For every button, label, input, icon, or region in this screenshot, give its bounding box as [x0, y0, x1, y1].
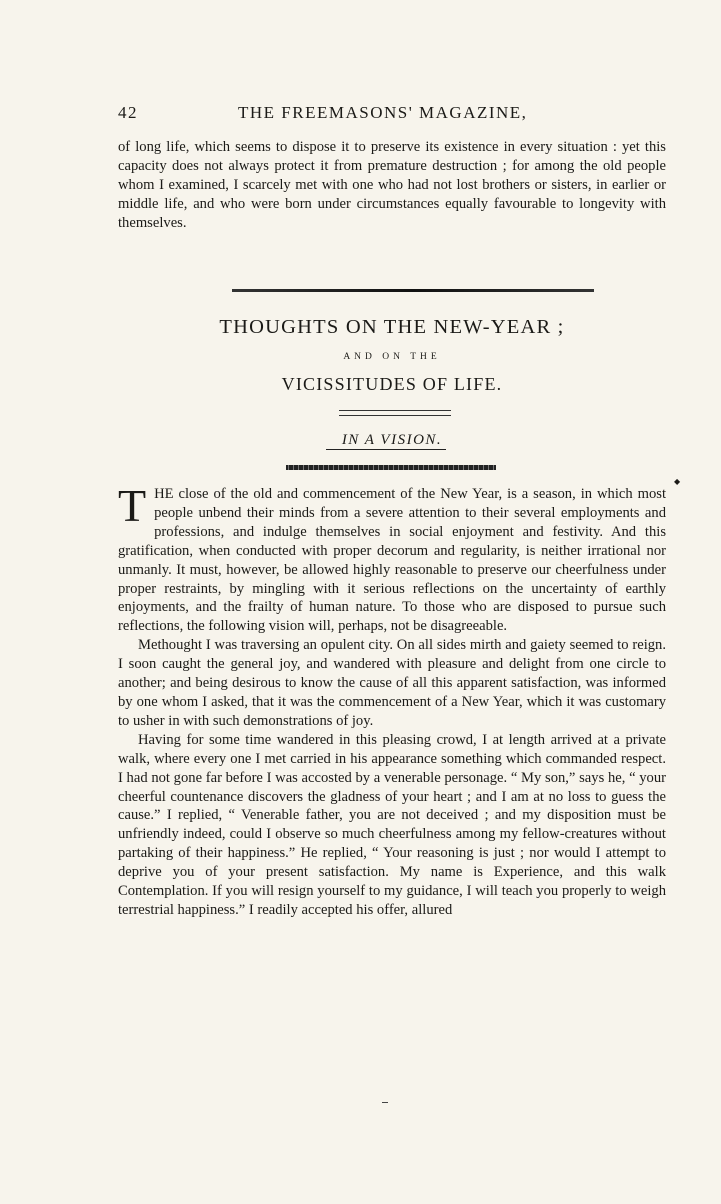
catchword-mark: [382, 1102, 388, 1103]
section-divider: [232, 289, 594, 292]
article-title: THOUGHTS ON THE NEW-YEAR ;: [219, 316, 565, 338]
vision-heading: IN A VISION.: [341, 432, 443, 448]
ornamental-rule: [286, 465, 496, 470]
continuation-text: of long life, which seems to dispose it to preserve its existence in every situation : yet this capacity does not always protect it from premature destruction ; for among the old people whom I examined, I scarcely met with one who had not lost brothers or sisters, in earlier or middle life, and who were born under circumstances equally favourable to longevity with themselves.: [118, 139, 666, 231]
article-paragraph-2: Methought I was traversing an opulent city. On all sides mirth and gaiety seemed to reign. I soon caught the general joy, and wandered with pleasure and delight from one circle to another; and being desirous to know the cause of all this apparent satisfaction, was informed by one whom I asked, that it was the commencement of a New Year, which it was customary to usher in with such demonstrations of joy.: [118, 637, 666, 729]
article-paragraph-1: [118, 480, 666, 636]
continuation-paragraph: [118, 138, 666, 233]
running-head: [118, 103, 678, 129]
article-body: [118, 480, 666, 920]
print-mark: ◆: [674, 477, 681, 486]
article-subtitle-connector: AND ON THE: [343, 352, 441, 362]
article-paragraph-3: Having for some time wandered in this pleasing crowd, I at length arrived at a private walk, where every one I met carried in his appearance something which commanded respect. I had not gone far before I was accosted by a venerable personage. “ My son,” says he, “ your cheerful countenance discovers the gladness of your heart ; and I am at no loss to guess the cause.” I replied, “ Venerable father, you are not deceived ; and my disposition must be unfriendly indeed, could I observe so much cheerfulness among my fellow-creatures without partaking of their happiness.” He replied, “ Your reasoning is just ; nor would I attempt to deprive you of your present satisfaction. My name is Experience, and this walk Contemplation. If you will resign yourself to my guidance, I will teach you properly to weigh terrestrial happiness.” I readily accepted his offer, allured: [118, 731, 666, 918]
magazine-title: THE FREEMASONS' MAGAZINE,: [238, 103, 528, 122]
vision-underline: [326, 449, 446, 450]
drop-cap: T: [118, 480, 147, 531]
title-double-rule: [339, 410, 451, 416]
page-number: 42: [118, 103, 138, 122]
article-subtitle: VICISSITUDES OF LIFE.: [281, 374, 503, 394]
paragraph-1-text: HE close of the old and commencement of the New Year, is a season, in which most people unbend their minds from a severe attention to their several employments and professions, and indulge themselves in social enjoyment and festivity. And this gratification, when conducted with proper decorum and regularity, is neither irrational nor unmanly. It must, however, be allowed highly reasonable to preserve our cheerfulness under proper restraints, by mingling with it serious reflections on the uncertainty of earthly enjoyments, and the frailty of human nature. To those who are disposed to pursue such reflections, the following vision will, perhaps, not be disagreeable.: [118, 486, 666, 635]
